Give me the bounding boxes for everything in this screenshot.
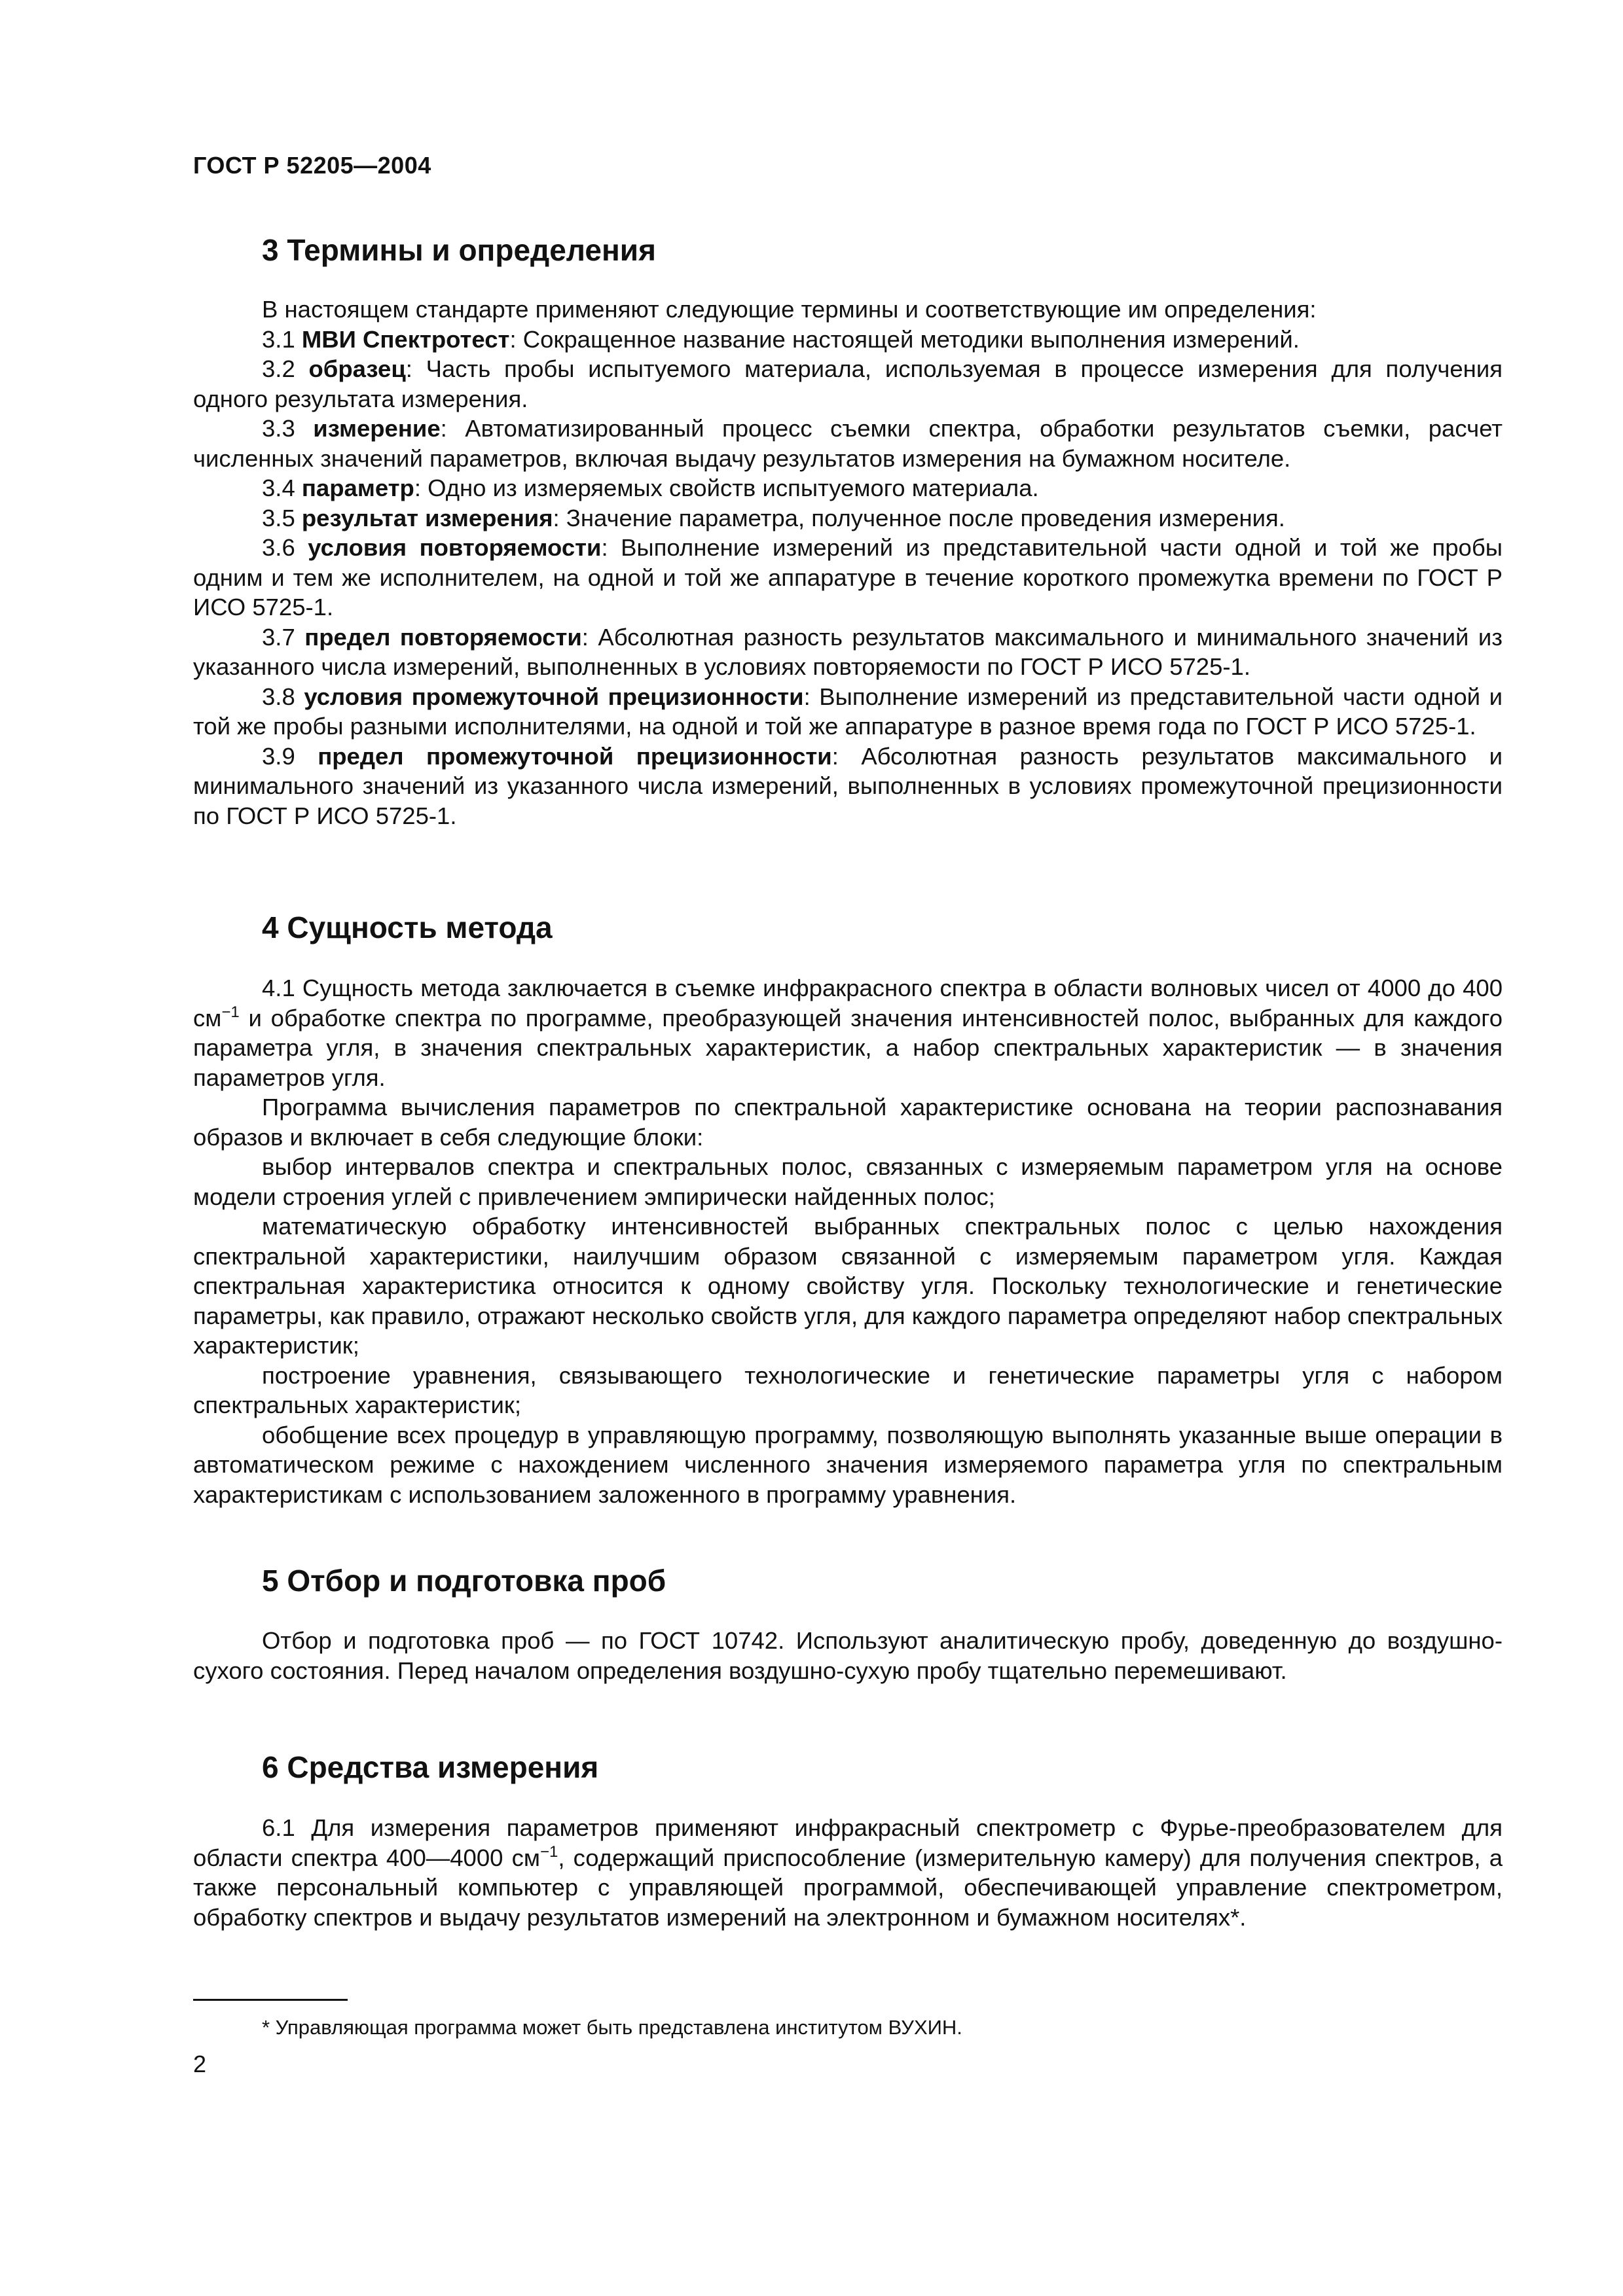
term-name: предел повторяемости — [304, 623, 582, 651]
paragraph-5: Отбор и подготовка проб — по ГОСТ 10742. Используют аналитическую пробу, доведенную до воздушно-сухого состояния. Перед началом определения воздушно-сухую пробу тщательно перемешивают. — [193, 1627, 1503, 1684]
section-4-body — [193, 973, 1503, 1509]
term-3-1 — [193, 325, 1503, 355]
section-3-intro: В настоящем стандарте применяют следующие термины и соответствующие им определения: — [262, 296, 1317, 323]
paragraph-program: Программа вычисления параметров по спектральной характеристике основана на теории распознавания образов и включает в себя следующие блоки: — [193, 1094, 1503, 1151]
paragraph-text: , содержащий приспособление (измерительную камеру) для получения спектров, а также персональный компьютер с управляющей программой, обеспечивающей управление спектрометром, обработку спектров и выдачу результатов измерений на электронном и бумажном носителях*. — [193, 1844, 1503, 1931]
paragraph-block-3: построение уравнения, связывающего технологические и генетические параметры угля с набором спектральных характеристик; — [193, 1361, 1503, 1418]
term-3-5 — [193, 503, 1503, 533]
term-number: 3.3 — [262, 415, 314, 442]
footnote: * Управляющая программа может быть представлена институтом ВУХИН. — [262, 2016, 962, 2039]
paragraph-block-4: обобщение всех процедур в управляющую программу, позволяющую выполнять указанные выше операции в автоматическом режиме с нахождением численного значения измеряемого параметра угля по спектральным характеристикам с использованием заложенного в программу уравнения. — [193, 1421, 1503, 1508]
paragraph-6-1 — [193, 1813, 1503, 1932]
section-3-title: 3 Термины и определения — [262, 233, 656, 267]
term-number: 3.5 — [262, 504, 302, 531]
term-number: 3.9 — [262, 742, 318, 770]
page-number: 2 — [193, 2051, 207, 2077]
section-6-body — [193, 1813, 1503, 1932]
paragraph-text: 6.1 Для измерения параметров применяют инфракрасный спектрометр с Фурье-преобразователем для области спектра 400—4000 см — [193, 1814, 1503, 1871]
term-3-9 — [193, 742, 1503, 831]
term-3-6 — [193, 533, 1503, 622]
term-number: 3.8 — [262, 683, 304, 710]
term-3-2 — [193, 354, 1503, 414]
term-name: измерение — [313, 415, 441, 442]
term-name: параметр — [301, 475, 414, 501]
term-number: 3.6 — [262, 534, 308, 561]
section-5-body — [193, 1626, 1503, 1685]
term-definition: : Одно из измеряемых свойств испытуемого материала. — [414, 475, 1039, 501]
superscript: −1 — [539, 1842, 558, 1861]
paragraph-block-1: выбор интервалов спектра и спектральных полос, связанных с измеряемым параметром угля на основе модели строения углей с привлечением эмпирически найденных полос; — [193, 1153, 1503, 1210]
term-definition: : Абсолютная разность результатов максимального и минимального значений из указанного числа измерений, выполненных в условиях промежуточной прецизионности по ГОСТ Р ИСО 5725-1. — [193, 742, 1503, 829]
section-6-title: 6 Средства измерения — [262, 1750, 599, 1784]
paragraph-4-1 — [193, 973, 1503, 1092]
paragraph-text: и обработке спектра по программе, преобразующей значения интенсивностей полос, выбранных для каждого параметра угля, в значения спектральных характеристик, а набор спектральных характеристик — в значения параметров угля. — [193, 1004, 1503, 1091]
term-definition: : Часть пробы испытуемого материала, используемая в процессе измерения для получения одного результата измерения. — [193, 355, 1503, 412]
term-definition: : Абсолютная разность результатов максимального и минимального значений из указанного числа измерений, выполненных в условиях повторяемости по ГОСТ Р ИСО 5725-1. — [193, 623, 1503, 680]
term-number: 3.1 — [262, 325, 302, 353]
term-3-4 — [193, 473, 1503, 503]
section-4-title: 4 Сущность метода — [262, 910, 553, 944]
term-3-8 — [193, 682, 1503, 742]
footnote-divider — [193, 1999, 348, 2001]
term-definition: : Автоматизированный процесс съемки спектра, обработки результатов съемки, расчет численных значений параметров, включая выдачу результатов измерения на бумажном носителе. — [193, 415, 1503, 472]
section-3-body — [193, 295, 1503, 831]
term-name: образец — [308, 355, 406, 382]
term-definition: : Выполнение измерений из представительной части одной и той же пробы разными исполнителями, на одной и той же аппаратуре в разное время года по ГОСТ Р ИСО 5725-1. — [193, 683, 1503, 740]
term-name: условия промежуточной прецизионности — [304, 683, 804, 710]
term-number: 3.4 — [262, 475, 302, 501]
superscript: −1 — [221, 1003, 240, 1021]
term-number: 3.7 — [262, 623, 305, 651]
term-3-3 — [193, 414, 1503, 473]
term-3-7 — [193, 622, 1503, 682]
term-name: условия повторяемости — [308, 534, 602, 561]
term-name: результат измерения — [301, 504, 553, 531]
document-id: ГОСТ Р 52205—2004 — [193, 152, 431, 179]
term-definition: : Значение параметра, полученное после проведения измерения. — [553, 504, 1285, 531]
term-name: МВИ Спектротест — [301, 325, 510, 353]
term-definition: : Сокращенное название настоящей методики выполнения измерений. — [509, 325, 1300, 353]
term-number: 3.2 — [262, 355, 309, 382]
term-name: предел промежуточной прецизионности — [318, 742, 832, 770]
paragraph-block-2: математическую обработку интенсивностей выбранных спектральных полос с целью нахождения спектральной характеристики, наилучшим образом связанной с измеряемым параметром угля. Каждая спектральная характеристика относится к одному свойству угля. Поскольку технологические и генетические параметры, как правило, отражают несколько свойств угля, для каждого параметра определяют набор спектральных характеристик; — [193, 1213, 1503, 1359]
paragraph-text: 4.1 Сущность метода заключается в съемке инфракрасного спектра в области волновых чисел от 4000 до 400 см — [193, 975, 1503, 1031]
section-5-title: 5 Отбор и подготовка проб — [262, 1564, 666, 1598]
term-definition: : Выполнение измерений из представительной части одной и той же пробы одним и тем же исполнителем, на одной и той же аппаратуре в течение короткого промежутка времени по ГОСТ Р ИСО 5725-1. — [193, 534, 1503, 620]
